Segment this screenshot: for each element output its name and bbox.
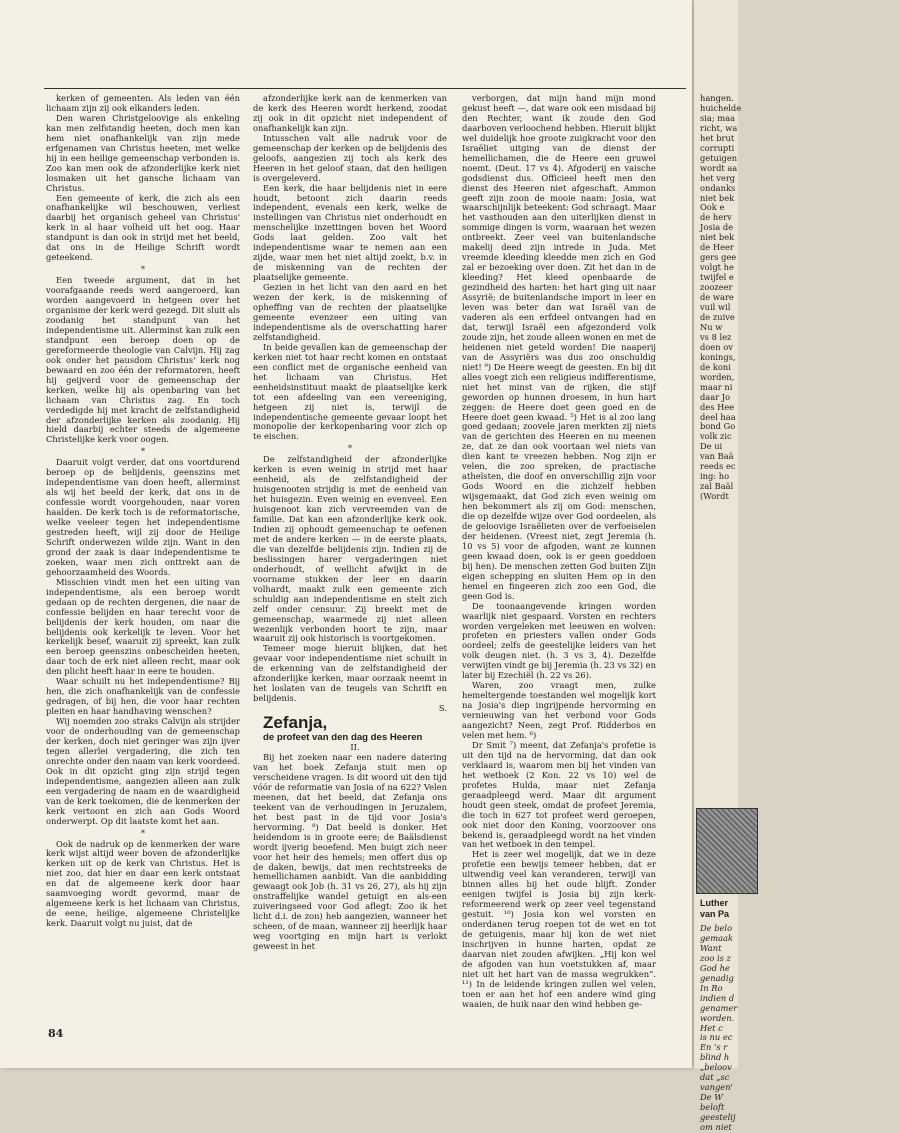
text-line: De W [700, 1092, 723, 1103]
text-line: het brut [700, 132, 735, 143]
text-line: wordt aa [700, 162, 738, 173]
paragraph: Wij noemden zoo straks Calvijn als strijder voor de onderhouding van de gemeenschap der kerken, doch niet geringer was zijn ijver tegen allerlei vergadering, die zich ten onrechte onder den naam van kerk voordeed. Ook in dit opzicht ging zijn strijd tegen independentisme, aangezien alleen aan zulk een vergadering de naam en de waardigheid van de kerk toekomen, die de kenmerken der kerk vertoont en zich aan Gods Woord onderwerpt. Op dit laatste komt het aan. [46, 716, 240, 826]
text-line: reeds ec [700, 461, 736, 472]
text-line: hangen. [700, 93, 734, 103]
page-number: 84 [48, 1027, 64, 1040]
text-line: volgt he [700, 262, 734, 273]
text-line: blind h [700, 1052, 730, 1063]
text-line: „beloov [700, 1062, 732, 1073]
text-line: het verg [700, 172, 736, 183]
paragraph: Bij het zoeken naar een nadere datering van het boek Zefanja stuit men op verscheidene vragen. Is dit woord uit den tijd vóór de reformatie van Josia of na 622? Velen meenen, dat het beeld, dat Zefanja ons teekent van de verhoudingen in Jeruzalem, het best past in de tijd voor Josia's hervorming. ⁸) Dat beeld is donker. Het heidendom is in groote eere; de Baälsdienst wordt ijverig beoefend. Men buigt zich neer voor het heir des hemels; men offert dus op de daken, bewijs, dat men rechtstreeks de hemellichamen aanbidt. Van die aanbidding gewaagt ook Job (h. 31 vs 26, 27), als hij zijn onstraffelijke wandel getuigt en als-een zuiveringseed voor God aflegt: Zoo ik het licht d.i. de zon) heb aangezien, wanneer het scheen, of de maan, wanneer zij heerlijk haar weg voortging en mijn hart is verlokt geweest in het [253, 752, 447, 952]
text-line: niet bek [700, 232, 735, 243]
paragraph: Daaruit volgt verder, dat ons voortdurend beroep op de belijdenis, geenszins met independentisme van doen heeft, allerminst als wij het beeld der kerk, dat ons in de confessie wordt voorgehouden, naar voren haalden. De kerk toch is de reformatorische, welke veeleer tegen het independentisme gestreden heeft, wijl zij door de Heilige Schrift onderwezen wilde zijn. Want in den grond der zaak is daar independentisme te zoeken, waar men zich onttrekt aan de gehoorzaamheid des Woords. [46, 457, 240, 577]
paragraph: Temeer moge hieruit blijken, dat het gevaar voor independentisme niet schuilt in de erkenning van de zelfstandigheid der afzonderlijke kerken, maar oorzaak neemt in het loslaten van de teugels van Schrift en belijdenis. [253, 643, 447, 704]
paragraph: afzonderlijke kerk aan de kenmerken van de kerk des Heeren wordt herkend, zoodat zij ook in dit opzicht niet independent of onafhankelijk kan zijn. [253, 93, 447, 133]
text-line: twijfel e [700, 272, 734, 283]
signature: S. [438, 703, 447, 714]
paragraph: De toonaangevende kringen worden waarlijk niet gespaard. Vorsten en rechters worden vergeleken met leeuwen en wolven: profeten en priesters vallen onder Gods oordeel; zelfs de geestelijke leiders van het volk deugen niet. (h. 3 vs 3, 4). Dezelfde verwijten vindt ge bij Jeremia (h. 23 vs 32) en later bij Ezechiël (h. 22 vs 26). [462, 600, 656, 681]
text-line: worden, [700, 371, 735, 382]
text-line: richt, wa [700, 122, 738, 133]
text-line: huichelde [700, 102, 742, 113]
next-page-edge [694, 0, 742, 1133]
text-line: bond Go [700, 421, 736, 432]
text-line: worden. [700, 1012, 735, 1023]
text-line: indien d [700, 992, 735, 1003]
text-line: van Baä [700, 451, 734, 462]
text-line: getuigen [700, 152, 738, 163]
text-line: Ook e [700, 202, 725, 213]
paragraph: Een kerk, die haar belijdenis niet in eere houdt, betoont zich daarin reeds independent, evenals een kerk, welke de instellingen van Christus niet onderhoudt en menschelijke inzettingen boven het Woord Gods laat gelden. Zoo valt het independentisme waar te nemen aan een zijde, waar men het niet altijd zoekt, b.v. in de miskenning van de rechten der plaatselijke gemeente. [253, 182, 447, 283]
text-line: maar ni [700, 381, 733, 392]
text-line: gers gee [700, 252, 737, 263]
text-line: Het c [700, 1022, 723, 1033]
text-line: de koni [700, 361, 731, 372]
text-line: God he [700, 962, 730, 973]
text-line: volk zic [700, 431, 732, 442]
paragraph: Intusschen valt alle nadruk voor de gemeenschap der kerken op de belijdenis des geloofs, aangezien zij toch als kerk des Heeren in het geloof staan, dat den heiligen is overgeleverd. [253, 132, 447, 183]
paragraph: Het is zeer wel mogelijk, dat we in deze profetie een bewijs temeer hebben, dat er uitwendig veel kan veranderen, terwijl van binnen alles bij het oude blijft. Zonder eenigen twijfel is Josia bij zijn kerk-reformeerend werk op zeer veel tegenstand gestuit. ¹⁰) Josia kon wel vorsten en onderdanen terug roepen tot de wet en tot de getuigenis, maar hij kon de wet niet inschrijven in hunne harten, opdat ze daarvan niet zouden afwijken. „Hij kon wel de afgoden van hun voetstukken af, maar niet uit het hart van de massa wegrukken”. ¹¹) In de leidende kringen zullen wel velen, toen er aan het hof een andere wind ging waaien, de huik naar den wind hebben ge- [462, 849, 656, 1009]
paragraph: Dr Smit ⁷) meent, dat Zefanja's profetie is uit den tijd na de hervorming, dat dan ook verklaard is, waarom men bij het vinden van het wetboek (2 Kon. 22 vs 10) wel de profetes Hulda, maar niet Zefanja geraadpleegd werd. Maar dit argument houdt geen steek, omdat de profeet Jeremia, die toch in 627 tot profeet werd geroepen, ook niet door den Koning, voorzoover ons bekend is, geraadpleegd wordt na het vinden van het wetboek in den tempel. [462, 739, 656, 850]
paragraph: De zelfstandigheid der afzonderlijke kerken is even weinig in strijd met haar eenheid, als de zelfstandigheid der huisgenooten strijdig is met de eenheid van het huisgezin. Even weinig en evenveel. Een huisgenoot kan zich vervreemden van de familie. Dat kan een afzonderlijke kerk ook. Indien zij ophoudt gemeenschap te oefenen met de andere kerken — in de eerste plaats, die van dezelfde belijdenis zijn. Indien zij de beslissingen harer vergaderingen niet onderhoudt, of wellicht afwijkt in de voorname stukken der leer en daarin volhardt, maakt zulk een gemeente zich schuldig aan independentisme en stelt zich zelf onder censuur. Zij breekt met de gemeenschap, waarmede zij niet alleen wezenlijk verbonden hoort te zijn, maar waaruit zij ook historisch is voortgekomen. [253, 454, 447, 644]
next-page-text [700, 94, 900, 502]
text-line: is nu ec [700, 1032, 733, 1043]
paragraph: Ook de nadruk op de kenmerken der ware kerk wijst altijd weer boven de afzonderlijke kerken uit op de kerk van Christus. Het is niet zoo, dat hier en daar een kerk ontstaat en dat de algemeene kerk door haar saamvoeging wordt gevormd, maar de algemeene kerk is het lichaam van Christus, de eene, heilige, algemeene Christelijke kerk. Daaruit volgt nu juist, dat de [46, 838, 240, 929]
text-line: zal Baäl [700, 481, 734, 492]
text-line: (Wordt [700, 491, 729, 502]
text-line: de Heer [700, 242, 734, 253]
section-divider: * [141, 828, 145, 838]
text-line: geestelij [700, 1112, 736, 1123]
column-3 [462, 94, 656, 1036]
text-line: doen ov [700, 341, 733, 352]
text-line: ondanks [700, 182, 736, 193]
text-line: zoo is z [700, 952, 731, 963]
portrait-image [696, 808, 758, 894]
paragraph: verborgen, dat mijn hand mijn mond gekust heeft —, dat ware ook een misdaad bij den Rechter, want ik zoude den God daarboven verloochend hebben. Hieruit blijkt wel duidelijk hoe groote zuigkracht voor den Israëliet uitging van de dienst der hemellichamen, die de Heere een gruwel noemt. (Deut. 17 vs 4). Afgoderij en vaische godsdienst dus. Officieel heeft men den dienst des Heeren niet afgeschaft. Ammon geeft zijn zoon de mooie naam: Josia, wat waarschijnlijk beteekent: God schraagt. Maar het vasthouden aan den uiterlijken dienst in sommige dingen is vorm, waaraan het wezen ontbreekt. Zeer veel van buitenlandsche makelij deed zijn intrede in Juda. Met vreemde kleeding kleedde men zich en God zal er bezoeking over doen. Zit het dan in de kleeding? Het kleed openbaarde de gezindheid des harten: het hart ging uit naar Assyrië; de buitenlandsche import in leer en leven was beter dan wat Israël van de vaderen als een erfdeel ontvangen had en dat, terwijl Israël een afgezonderd volk zoude zijn, het zoude alleen wonen en met de heidenen niet geteld worden! Die naaperij van de Assyriërs was dus zoo onschuldig niet! ⁹) De Heere weegt de geesten. En bij dit alles voegt zich een religieus indifferentisme, niet het minst van de rijken, die stijf geworden op hunnen droesem, in hun hart zeggen: de Heere doet geen goed en de Heere doet geen kwaad. ⁵) Het is al zoo lang goed gedaan; zoovele jaren merkten zij niets van de gerichten des Heeren en nu meenen ze, dat ze dan ook voortaan wel niets van dien kant te vreezen hebben. Nog zijn er velen, die zoo spreken, de practische atheïsten, die doof en onverschillig zijn voor Gods Woord en die zichzelf hebben wijsgemaakt, dat God zich even weinig om hen bekommert als zij om God: menschen, die op dezelfde wijze over God oordeelen, als de geloovige Israëlieten over de verfoeiselen der heidenen. (Vreest niet, zegt Jeremia (h. 10 vs 5) voor de afgoden, want ze kunnen geen kwaad doen, ook is er geen goeddoen bij hen). De menschen zetten God buiten Zijn eigen schepping en sluiten Hem op in den hemel en fingeeren zich zoo een God, die geen God is. [462, 93, 656, 601]
text-line: In Ro [700, 982, 723, 993]
text-line: ing: ho [700, 471, 730, 482]
text-line: de herv [700, 212, 732, 223]
section-divider: * [141, 447, 145, 457]
text-line: om niet [700, 1122, 732, 1133]
section-divider: * [141, 265, 145, 275]
text-line: daar Jo [700, 391, 731, 402]
text-line: vs 8 lez [700, 331, 732, 342]
text-line: van Pa [700, 909, 730, 919]
paragraph: Een gemeente of kerk, die zich als een onafhankelijke wil beschouwen, verliest daarbij het organisch geheel van Christus' kerk in al haar volheid uit het oog. Haar standpunt is dan ook in strijd met het beeld, dat ons in de Heilige Schrift wordt geteekend. [46, 192, 240, 263]
paragraph: Waren, zoo vraagt men, zulke hemeltergende toestanden wel mogelijk kort na Josia's diep ingrijpende hervorming en vernieuwing van het verbond voor Gods aangezicht? Neen, zegt Prof. Ridderbos en velen met hem. ⁶) [462, 680, 656, 740]
text-line: sia; maa [700, 112, 736, 123]
text-line: vangen' [700, 1082, 733, 1093]
article-subtitle: de profeet van den dag des Heeren [263, 732, 423, 744]
figure-caption [700, 924, 737, 1133]
text-line: de zuive [700, 311, 735, 322]
article-part-number: II. [350, 742, 360, 753]
text-line: Want [700, 942, 722, 953]
top-rule [44, 88, 686, 89]
paragraph: kerken of gemeenten. Als leden van één lichaam zijn zij ook elkanders leden. [46, 93, 240, 113]
text-line: konings, [700, 351, 736, 362]
text-line: Josia de [700, 222, 734, 233]
text-line: genadig [700, 972, 734, 983]
text-line: deel haa [700, 411, 736, 422]
paragraph: Misschien vindt men het een uiting van independentisme, als een beroep wordt gedaan op de rechten dergenen, die naar de confessie belijden en haar terecht voor de belijdenis der kerk houden, om naar die belijdenis ook kerkelijk te leven. Voor het kerkelijk besef, waaruit zij spreekt, kan zulk een beroep geenszins onbescheiden heeten, daar toch de erk niet alleen recht, maar ook den plicht heeft haar in eere te houden. [46, 576, 240, 677]
paragraph: Een tweede argument, dat in het voorafgaande reeds werd aangeroerd, kan worden aangevoerd in hetgeen over het organisme der kerk werd gezegd. Dit sluit als zoodanig het standpunt van het independentisme uit. Allerminst kan zulk een standpunt een beroep doen op de gereformeerde theologie van Calvijn. Hij zag ook onder het pausdom Christus' kerk nog bewaard en zoo één der reformatoren, heeft hij geijverd voor de gemeenschap der kerken, welke hij als openbaring van het lichaam van Christus zag. En toch verdedigde hij met kracht de zelfstandigheid der afzonderlijke kerken als zoodanig. Hij hield daarbij echter steeds de algemeene Christelijke kerk voor oogen. [46, 275, 240, 445]
text-line: de ware [700, 292, 734, 303]
text-line: genamer [700, 1002, 738, 1013]
text-line: gemaak [700, 932, 734, 943]
paragraph: Gezien in het licht van den aard en het wezen der kerk, is de miskenning of opheffing van de rechten der plaatselijke gemeente evenzeer een uiting van independentisme als de overschatting harer zelfstandigheid. [253, 282, 447, 342]
text-line: Nu w [700, 321, 723, 332]
text-line: niet bek [700, 192, 735, 203]
text-line: corrupti [700, 142, 735, 153]
text-line: dat „sc [700, 1072, 730, 1083]
text-line: des Hee [700, 401, 735, 412]
paragraph: Waar schuilt nu het independentisme? Bij hen, die zich onafhankelijk van de confessie gedragen, of bij hen, die voor haar rechten pleiten en haar handhaving wenschen? [46, 676, 240, 717]
article-title: Zefanja, [263, 713, 328, 733]
section-divider: * [348, 444, 352, 454]
figure-title [700, 898, 729, 920]
text-line: vuil wil [700, 302, 731, 313]
column-2 [253, 94, 447, 1024]
text-line: zoozeer [700, 282, 733, 293]
text-line: Luther [700, 898, 728, 908]
text-line: De belo [700, 923, 733, 933]
text-line: En 's r [700, 1042, 728, 1053]
paragraph: In beide gevallen kan de gemeenschap der kerken niet tot haar recht komen en ontstaat een conflict met de organische eenheid van het lichaam van Christus. Het eenheidsinstituut maakt de plaatselijke kerk tot een afdeeling van een vereeniging, hetgeen zij niet is, terwijl de independentische gemeente gevaar loopt het monopolie der kerkopenbaring voor zich op te eischen. [253, 341, 447, 442]
text-line: De ui [700, 441, 723, 452]
paragraph: Den waren Christgeloovige als enkeling kan men zelfstandig heeten, doch men kan hem niet onafhankelijk van zijn mede erfgenamen van Christus heeten, met welke hij in een heilige gemeenschap verbonden is. Zoo kan men ook de afzonderlijke kerk niet losmaken uit het gansche lichaam van Christus. [46, 112, 240, 193]
column-1 [46, 94, 240, 1024]
text-line: beloft [700, 1102, 725, 1113]
